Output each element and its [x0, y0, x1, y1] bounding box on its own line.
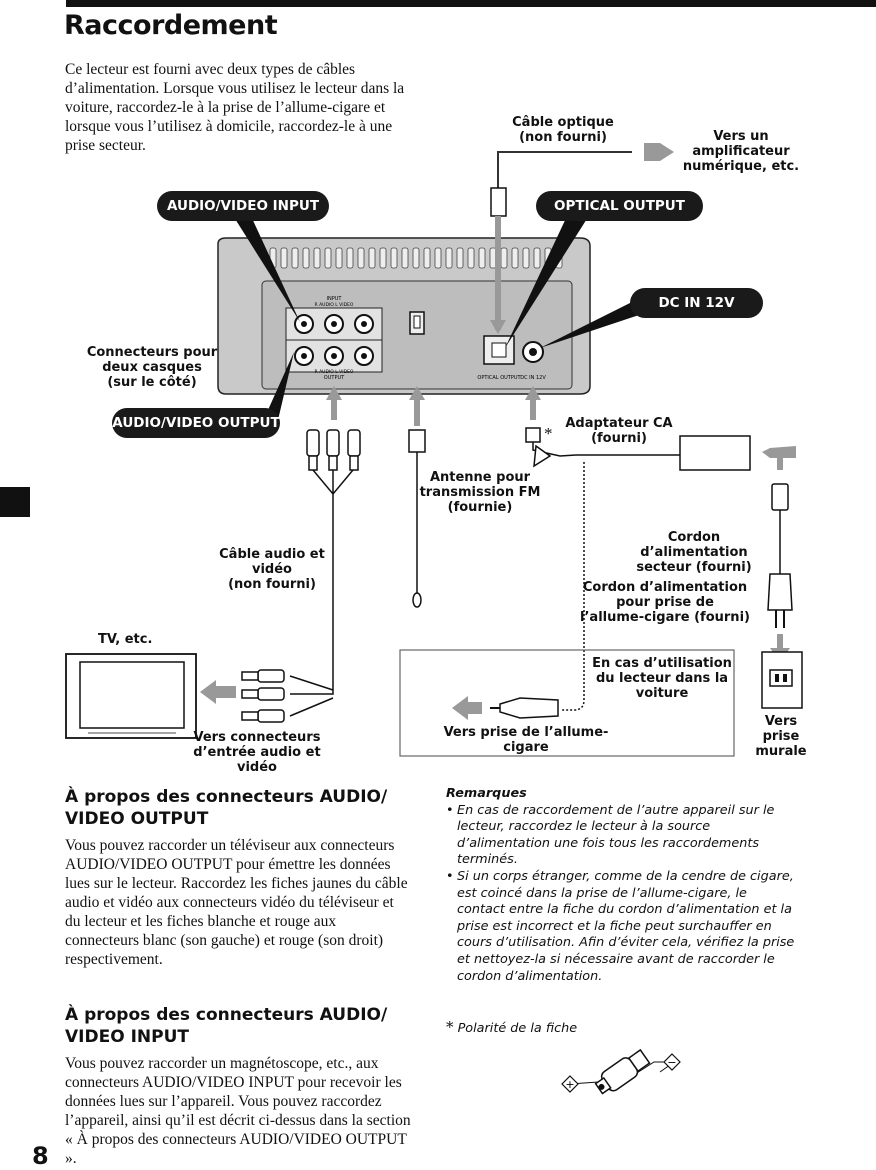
amplifier-label: Vers un amplificateur numérique, etc. — [682, 129, 800, 174]
polarity-note: * Polarité de la fiche — [446, 1018, 578, 1036]
section-title: À propos des connecteurs AUDIO/ VIDEO OUTPUT — [65, 787, 388, 829]
panel-raudio2-text: R AUDIO L VIDEO — [314, 370, 354, 375]
section-av-input — [65, 1004, 411, 1168]
optical-cable-label: Câble optique (non fourni) — [512, 115, 614, 145]
section-tab — [0, 487, 30, 517]
ac-adapter-label: Adaptateur CA (fourni) — [565, 416, 673, 446]
intro-paragraph: Ce lecteur est fourni avec deux types de câbles d’alimentation. Lorsque vous utilisez le lecteur dans la voiture, raccordez-le à la prise de l’allume-cigare et lorsque vous l’utilisez à domicile, raccordez-le à une prise secteur. — [65, 61, 405, 154]
panel-raudio-text: R AUDIO L VIDEO — [314, 303, 354, 308]
fm-antenna-label: Antenne pour transmission FM (fournie) — [419, 470, 541, 515]
notes-block — [446, 786, 796, 985]
section-av-output — [65, 786, 411, 969]
headphones-label: Connecteurs pour deux casques (sur le côté) — [86, 345, 218, 390]
optical-output-pill: OPTICAL OUTPUT — [536, 191, 703, 221]
av-input-pill: AUDIO/VIDEO INPUT — [157, 191, 329, 221]
notes-heading: Remarques — [446, 786, 527, 801]
av-cable-label: Câble audio et vidéo (non fourni) — [219, 547, 325, 592]
plus-icon: + — [565, 1078, 575, 1091]
polarity-plug-diagram — [556, 1040, 696, 1100]
panel-input-text: INPUT — [326, 296, 342, 302]
cigar-socket-label: Vers prise de l’allume-cigare — [443, 725, 609, 755]
player-unit — [218, 238, 590, 394]
panel-output-text: OUTPUT — [323, 375, 345, 381]
panel-dcin-text: DC IN 12V — [520, 375, 546, 381]
section-text: Vous pouvez raccorder un magnétoscope, etc., aux connecteurs AUDIO/VIDEO INPUT pour recevoir les données lues sur l’appareil. Vous pouvez raccordez l’appareil, ainsi qu’il est décrit ci-dessus dans la section « À propos des connecteurs AUDIO/VIDEO OUTPUT ». — [65, 1055, 411, 1167]
page-number: 8 — [32, 1142, 49, 1170]
section-text: Vous pouvez raccorder un téléviseur aux connecteurs AUDIO/VIDEO OUTPUT pour émettre les données lues sur le lecteur. Raccordez les fiches jaunes du câble audio et vidéo aux connecteurs vidéo du téléviseur et du lecteur et les fiches blanche et rouge aux connecteurs blanc (son gauche) et rouge (son droit) respectivement. — [65, 837, 408, 968]
av-output-pill: AUDIO/VIDEO OUTPUT — [112, 408, 280, 438]
section-title: À propos des connecteurs AUDIO/ VIDEO INPUT — [65, 1005, 388, 1047]
wall-socket-label: Vers prise murale — [755, 714, 807, 759]
panel-optical-text: OPTICAL OUTPUT — [477, 375, 521, 381]
cigar-cord-label: Cordon d’alimentation pour prise de l’allume-cigare (fourni) — [580, 580, 750, 625]
minus-icon: − — [667, 1056, 677, 1069]
asterisk-mark: * — [544, 424, 553, 443]
dc-in-pill: DC IN 12V — [630, 288, 763, 318]
tv-label: TV, etc. — [98, 632, 153, 647]
car-use-label: En cas d’utilisation du lecteur dans la voiture — [592, 656, 732, 701]
mains-cord-label: Cordon d’alimentation secteur (fourni) — [636, 530, 752, 575]
av-connectors-label: Vers connecteurs d’entrée audio et vidéo — [193, 730, 321, 775]
page-title: Raccordement — [64, 10, 278, 41]
note-item: • Si un corps étranger, comme de la cendre de cigare, est coincé dans la prise de l’allume-cigare, le contact entre la fiche du cordon d’alimentation et la prise est incorrect et la fiche peut surchauffer en cours d’utilisation. Afin d’éviter cela, vérifiez la prise et nettoyez-la si nécessaire avant de raccorder le cordon d’alimentation. — [446, 869, 796, 985]
note-item: • En cas de raccordement de l’autre appareil sur le lecteur, raccordez le lecteur à la source d’alimentation une fois tous les raccordements terminés. — [446, 803, 796, 869]
